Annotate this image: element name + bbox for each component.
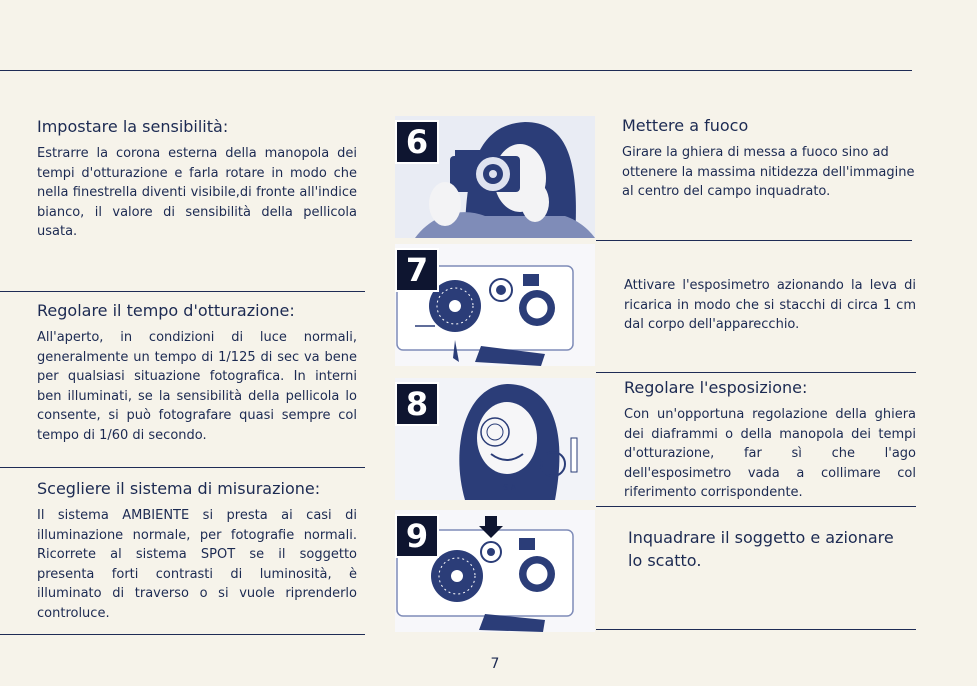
section-text: Il sistema AMBIENTE si presta ai casi di illuminazione normale, per fotografie normali. Ricorrete al sistema SPOT se il soggetto presenta forti contrasti di luminosità, è illuminato di traverso o si vuole riprenderlo controluce.	[37, 508, 357, 621]
left-rule-2	[0, 467, 365, 468]
right-rule-4	[596, 629, 916, 630]
section-heading: Impostare la sensibilità:	[37, 117, 229, 136]
left-rule-1	[0, 291, 365, 292]
step-number-badge: 6	[395, 120, 439, 164]
right-section-exposure	[624, 378, 916, 503]
right-section-shoot	[628, 526, 908, 572]
page-number: 7	[490, 656, 500, 672]
left-section-sensitivity	[37, 117, 357, 242]
right-rule-2	[596, 372, 916, 373]
left-section-shutter-speed	[37, 301, 357, 446]
section-text: All'aperto, in condizioni di luce normali, generalmente un tempo di 1/125 di sec va bene per qualsiasi situazione fotografica. In interni ben illuminati, se la sensibilità della pellicola lo consente, si può fotografare quasi sempre col tempo di 1/60 di secondo.	[37, 330, 357, 443]
section-text: Girare la ghiera di messa a fuoco sino ad ottenere la massima nitidezza dell'immagine al centro del campo inquadrato.	[622, 145, 915, 200]
right-section-meter-activation	[624, 276, 916, 335]
section-text: Inquadrare il soggetto e azionare lo scatto.	[628, 528, 894, 570]
top-rule	[0, 70, 912, 71]
section-heading: Regolare il tempo d'otturazione:	[37, 301, 295, 320]
right-rule-3	[596, 506, 916, 507]
step-number-badge: 9	[395, 514, 439, 558]
right-rule-1	[596, 240, 912, 241]
right-section-focus	[622, 116, 918, 202]
step-number-badge: 7	[395, 248, 439, 292]
section-text: Con un'opportuna regolazione della ghiera dei diaframmi o della manopola dei tempi d'otturazione, far sì che l'ago dell'esposimetro vada a collimare col riferimento corrispondente.	[624, 407, 916, 501]
left-rule-3	[0, 634, 365, 635]
section-text: Estrarre la corona esterna della manopola dei tempi d'otturazione e farla rotare in modo che nella finestrella diventi visibile,di fronte all'indice bianco, il valore di sensibilità della pellicola usata.	[37, 146, 357, 240]
photo-step-9	[395, 510, 595, 632]
left-section-metering	[37, 479, 357, 624]
photo-step-7	[395, 244, 595, 366]
photo-step-8	[395, 378, 595, 500]
section-text: Attivare l'esposimetro azionando la leva di ricarica in modo che si stacchi di circa 1 cm dal corpo dell'apparecchio.	[624, 278, 916, 333]
step-number-badge: 8	[395, 382, 439, 426]
svg-text:S A: S A	[503, 483, 517, 492]
photo-step-6	[395, 116, 595, 238]
section-heading: Regolare l'esposizione:	[624, 378, 808, 397]
section-heading: Scegliere il sistema di misurazione:	[37, 479, 321, 498]
section-heading: Mettere a fuoco	[622, 116, 749, 135]
